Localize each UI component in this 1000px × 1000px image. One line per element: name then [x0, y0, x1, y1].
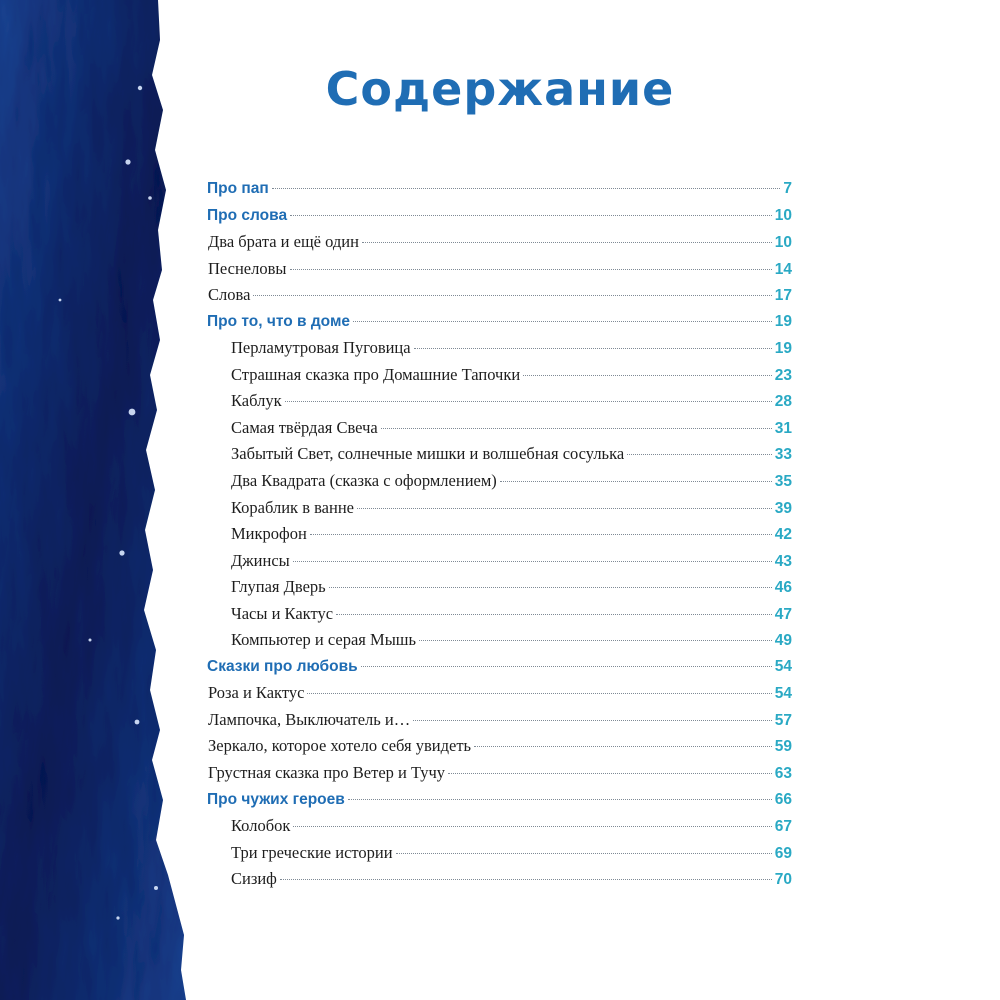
- dot-leader: [253, 295, 771, 296]
- toc-entry[interactable]: [207, 495, 792, 522]
- toc-section[interactable]: [207, 309, 792, 336]
- star: [116, 916, 119, 919]
- toc-entry[interactable]: [207, 733, 792, 760]
- dot-leader: [413, 720, 772, 721]
- star: [154, 886, 158, 890]
- toc-entry-title: Глупая Дверь: [231, 577, 326, 597]
- dot-leader: [285, 401, 772, 402]
- dot-leader: [419, 640, 772, 641]
- star: [129, 409, 136, 416]
- toc-page-number: 49: [774, 632, 792, 650]
- toc-page-number: 57: [774, 711, 792, 729]
- toc-section[interactable]: [207, 176, 792, 203]
- toc-entry[interactable]: [207, 627, 792, 654]
- toc-page-number: 31: [774, 419, 792, 437]
- dot-leader: [362, 242, 772, 243]
- dot-leader: [500, 481, 772, 482]
- table-of-contents: [207, 176, 792, 893]
- toc-entry[interactable]: [207, 256, 792, 283]
- toc-entry[interactable]: [207, 229, 792, 256]
- toc-section[interactable]: [207, 654, 792, 681]
- toc-entry-title: Кораблик в ванне: [231, 497, 354, 517]
- dot-leader: [448, 773, 772, 774]
- toc-page-number: 7: [783, 180, 792, 197]
- toc-page-number: 54: [774, 685, 792, 703]
- toc-entry-title: Роза и Кактус: [208, 683, 305, 703]
- toc-page-number: 67: [774, 818, 792, 836]
- toc-entry-title: Часы и Кактус: [231, 603, 334, 623]
- toc-page-number: 43: [774, 552, 792, 570]
- toc-entry[interactable]: [207, 840, 792, 867]
- toc-entry-title: Песнеловы: [208, 258, 287, 278]
- toc-page-number: 59: [774, 738, 792, 756]
- dot-leader: [293, 561, 772, 562]
- toc-entry-title: Два брата и ещё один: [208, 232, 359, 252]
- dot-leader: [353, 321, 772, 322]
- toc-entry[interactable]: [207, 548, 792, 575]
- toc-entry-title: Страшная сказка про Домашние Тапочки: [231, 364, 521, 384]
- toc-entry-title: Зеркало, которое хотело себя увидеть: [208, 736, 472, 756]
- toc-page-number: 10: [774, 206, 792, 224]
- toc-entry-title: Джинсы: [231, 550, 290, 570]
- star: [148, 196, 152, 200]
- toc-entry-title: Сизиф: [231, 869, 277, 889]
- dot-leader: [290, 215, 772, 216]
- toc-entry[interactable]: [207, 521, 792, 548]
- toc-entry-title: Про пап: [207, 180, 269, 197]
- dot-leader: [523, 375, 772, 376]
- dot-leader: [310, 534, 772, 535]
- toc-entry-title: Про слова: [207, 206, 288, 224]
- dot-leader: [293, 826, 771, 827]
- toc-entry[interactable]: [207, 601, 792, 628]
- toc-page-number: 14: [774, 260, 792, 278]
- toc-page-number: 19: [774, 340, 792, 358]
- dot-leader: [272, 188, 781, 189]
- toc-page-number: 33: [774, 446, 792, 464]
- toc-entry-title: Самая твёрдая Свеча: [231, 417, 378, 437]
- toc-entry-title: Микрофон: [231, 524, 307, 544]
- toc-entry-title: Два Квадрата (сказка с оформлением): [231, 471, 497, 491]
- toc-entry[interactable]: [207, 441, 792, 468]
- toc-page-number: 10: [774, 234, 792, 252]
- toc-page-number: 66: [774, 790, 792, 808]
- dot-leader: [627, 454, 772, 455]
- toc-page-number: 19: [774, 312, 792, 330]
- toc-page-number: 23: [774, 366, 792, 384]
- toc-page-number: 70: [774, 871, 792, 889]
- star: [59, 299, 62, 302]
- dot-leader: [474, 746, 772, 747]
- dot-leader: [348, 799, 772, 800]
- dot-leader: [329, 587, 772, 588]
- toc-entry[interactable]: [207, 760, 792, 787]
- toc-page-number: 28: [774, 393, 792, 411]
- star: [135, 720, 140, 725]
- toc-page-number: 39: [774, 499, 792, 517]
- toc-entry[interactable]: [207, 707, 792, 734]
- toc-page-number: 46: [774, 579, 792, 597]
- dot-leader: [357, 508, 772, 509]
- toc-entry-title: Три греческие истории: [231, 842, 393, 862]
- dot-leader: [280, 879, 772, 880]
- toc-entry-title: Про чужих героев: [207, 790, 345, 808]
- toc-entry[interactable]: [207, 866, 792, 893]
- toc-entry-title: Компьютер и серая Мышь: [231, 630, 417, 650]
- toc-entry[interactable]: [207, 335, 792, 362]
- toc-entry[interactable]: [207, 813, 792, 840]
- dot-leader: [290, 269, 772, 270]
- toc-entry-title: Слова: [208, 285, 251, 305]
- toc-entry-title: Перламутровая Пуговица: [231, 338, 411, 358]
- toc-entry-title: Грустная сказка про Ветер и Тучу: [208, 763, 446, 783]
- toc-section[interactable]: [207, 787, 792, 814]
- toc-page-number: 35: [774, 473, 792, 491]
- toc-page-number: 17: [774, 287, 792, 305]
- toc-page-number: 63: [774, 765, 792, 783]
- toc-entry-title: Лампочка, Выключатель и…: [208, 709, 411, 729]
- toc-entry-title: Сказки про любовь: [207, 657, 358, 675]
- star: [89, 639, 92, 642]
- dot-leader: [414, 348, 772, 349]
- toc-entry[interactable]: [207, 468, 792, 495]
- toc-entry[interactable]: [207, 680, 792, 707]
- toc-page-number: 54: [774, 657, 792, 675]
- toc-entry[interactable]: [207, 415, 792, 442]
- toc-entry[interactable]: [207, 574, 792, 601]
- night-sky-illustration: [0, 0, 190, 1000]
- toc-entry-title: Каблук: [231, 391, 282, 411]
- star: [125, 159, 130, 164]
- toc-section[interactable]: [207, 203, 792, 230]
- page-title: Содержание: [325, 62, 675, 116]
- dot-leader: [396, 853, 772, 854]
- toc-entry-title: Колобок: [231, 816, 291, 836]
- toc-entry[interactable]: [207, 282, 792, 309]
- dot-leader: [307, 693, 771, 694]
- toc-page-number: 42: [774, 526, 792, 544]
- toc-page-number: 69: [774, 844, 792, 862]
- night-sky-shape: [0, 0, 186, 1000]
- dot-leader: [361, 666, 772, 667]
- star: [119, 550, 124, 555]
- dot-leader: [381, 428, 772, 429]
- toc-entry-title: Забытый Свет, солнечные мишки и волшебная сосулька: [231, 444, 625, 464]
- toc-entry[interactable]: [207, 362, 792, 389]
- toc-entry[interactable]: [207, 388, 792, 415]
- toc-entry-title: Про то, что в доме: [207, 312, 351, 330]
- toc-page-number: 47: [774, 605, 792, 623]
- dot-leader: [336, 614, 772, 615]
